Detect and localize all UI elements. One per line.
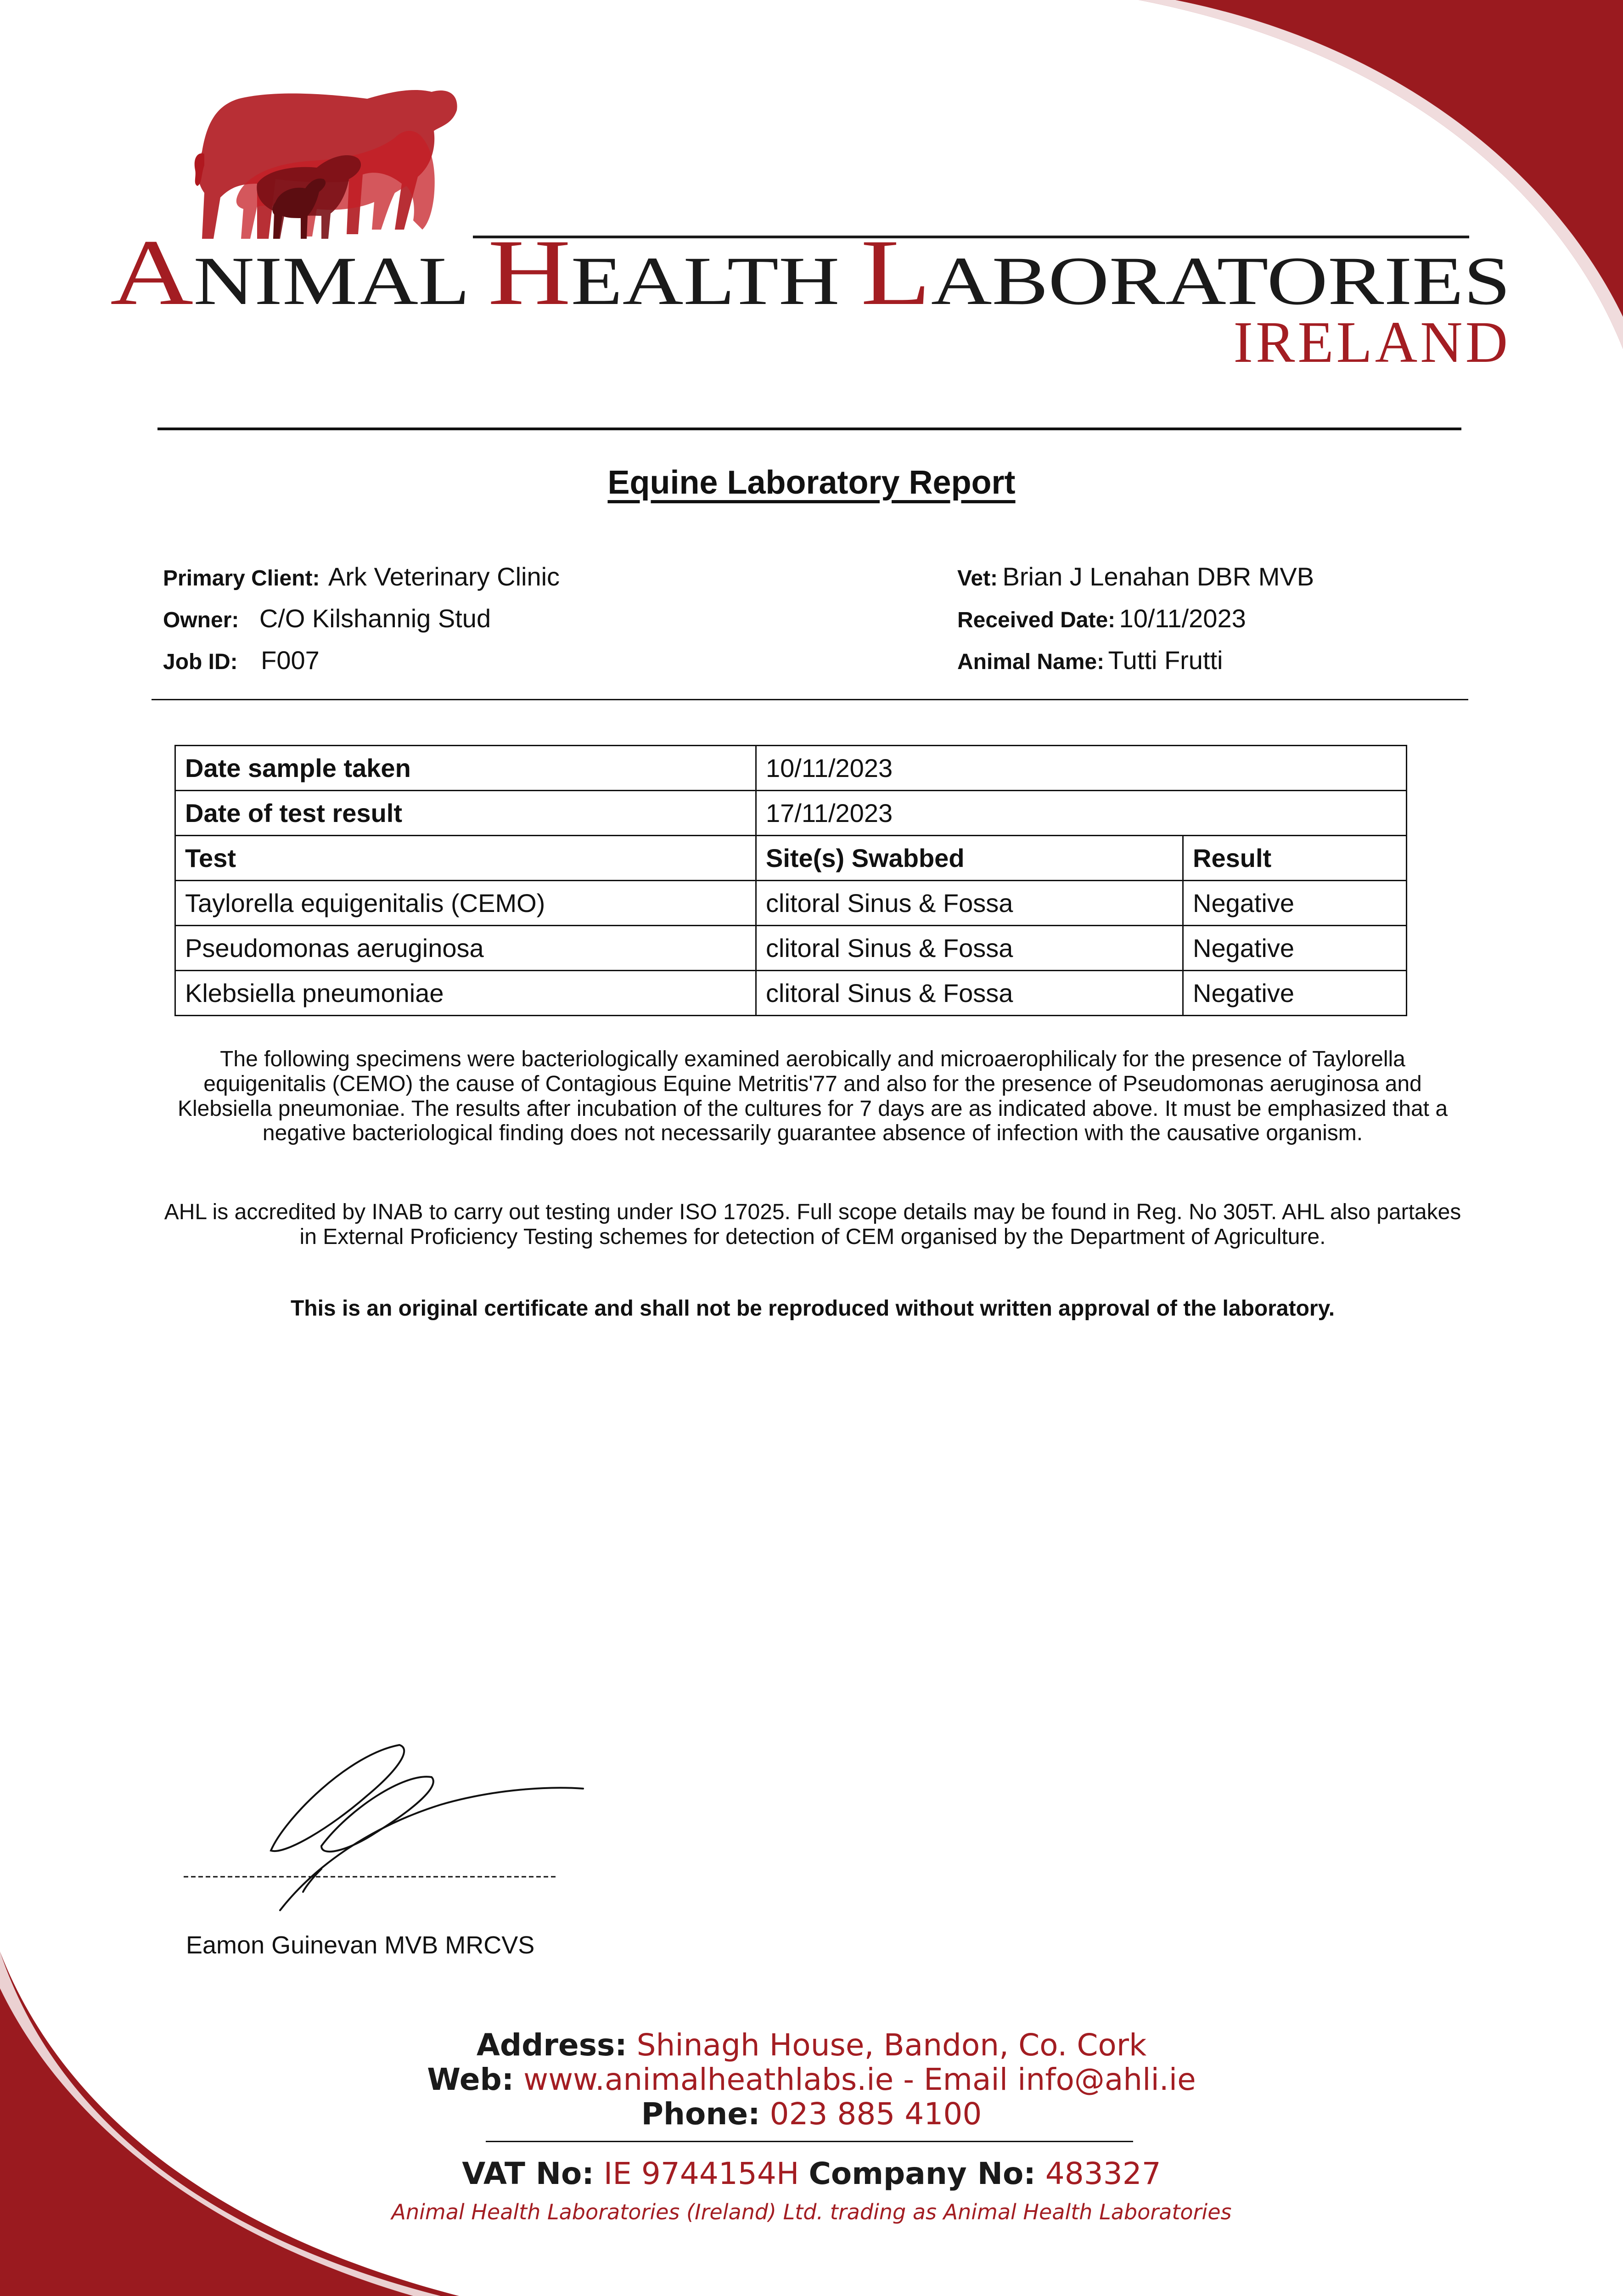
site-swabbed: clitoral Sinus & Fossa	[756, 926, 1183, 971]
site-swabbed: clitoral Sinus & Fossa	[756, 971, 1183, 1016]
date-result-label: Date of test result	[175, 791, 756, 836]
date-sample-row	[175, 746, 1407, 791]
original-certificate-note: This is an original certificate and shall not be reproduced without written approval of the laboratory.	[290, 1296, 1335, 1321]
vat-value: IE 9744154H	[603, 2156, 799, 2191]
brand-cap-a: A	[110, 220, 179, 325]
primary-client-row	[163, 562, 560, 591]
received-date-value: 10/11/2023	[1119, 604, 1246, 633]
primary-client-value: Ark Veterinary Clinic	[328, 562, 560, 591]
date-sample-label: Date sample taken	[175, 746, 756, 791]
report-title: Equine Laboratory Report	[607, 464, 1016, 501]
animals-logo-icon	[195, 90, 457, 239]
company-label: Company No:	[809, 2156, 1036, 2191]
brand-cap-h: H	[488, 220, 556, 325]
results-table	[174, 745, 1407, 1016]
phone-label: Phone:	[641, 2096, 760, 2132]
table-row	[175, 926, 1407, 971]
test-result: Negative	[1183, 881, 1407, 926]
test-name: Pseudomonas aeruginosa	[175, 926, 756, 971]
web-label: Web:	[427, 2062, 514, 2097]
owner-value: C/O Kilshannig Stud	[259, 604, 491, 633]
table-header-row	[175, 836, 1407, 881]
accreditation-note: AHL is accredited by INAB to carry out testing under ISO 17025. Full scope details may be found in Reg. No 305T. AHL also partakes in External Proficiency Testing schemes for detection of CEM organised by the Department of Agriculture.	[164, 1200, 1461, 1249]
header-result: Result	[1183, 836, 1407, 881]
methodology-note: The following specimens were bacteriologically examined aerobically and microaerophilicaly for the presence of Taylorella equigenitalis (CEMO) the cause of Contagious Equine Metritis'77 and also for the presence of Pseudomonas aeruginosa and Klebsiella pneumoniae. The results after incubation of the cultures for 7 days are as indicated above. It must be emphasized that a negative bacteriological finding does not necessarily guarantee absence of infection with the causative organism.	[177, 1047, 1448, 1146]
date-result-value: 17/11/2023	[756, 791, 1407, 836]
address-value: Shinagh House, Bandon, Co. Cork	[636, 2027, 1147, 2063]
brand-rest-1: NIMAL	[193, 243, 434, 319]
owner-row	[163, 603, 491, 633]
trading-name-note: Animal Health Laboratories (Ireland) Ltd. trading as Animal Health Laboratories	[391, 2200, 1232, 2224]
signer-name: Eamon Guinevan MVB MRCVS	[186, 1931, 535, 1959]
footer-address	[0, 2027, 1623, 2063]
test-name: Klebsiella pneumoniae	[175, 971, 756, 1016]
job-id-value: F007	[261, 646, 320, 675]
address-label: Address:	[476, 2027, 627, 2063]
site-swabbed: clitoral Sinus & Fossa	[756, 881, 1183, 926]
test-name: Taylorella equigenitalis (CEMO)	[175, 881, 756, 926]
vat-label: VAT No:	[462, 2156, 594, 2191]
footer-phone	[0, 2096, 1623, 2132]
phone-value: 023 885 4100	[769, 2096, 982, 2132]
test-result: Negative	[1183, 971, 1407, 1016]
primary-client-label: Primary Client:	[163, 566, 320, 591]
header-site: Site(s) Swabbed	[756, 836, 1183, 881]
vet-value: Brian J Lenahan DBR MVB	[1002, 562, 1314, 591]
test-result: Negative	[1183, 926, 1407, 971]
date-result-row	[175, 791, 1407, 836]
date-sample-value: 10/11/2023	[756, 746, 1407, 791]
animal-name-label: Animal Name:	[957, 650, 1105, 674]
table-row	[175, 971, 1407, 1016]
client-info-rule	[152, 699, 1468, 700]
job-id-label: Job ID:	[163, 650, 238, 674]
brand-cap-l: L	[860, 220, 918, 325]
received-date-label: Received Date:	[957, 608, 1116, 632]
vet-row	[957, 562, 1314, 591]
brand-rest-2: EALTH	[571, 243, 808, 319]
received-date-row	[957, 603, 1246, 633]
footer-rule	[486, 2141, 1133, 2142]
vet-label: Vet:	[957, 566, 998, 591]
table-row	[175, 881, 1407, 926]
header-test: Test	[175, 836, 756, 881]
brand-country: IRELAND	[1233, 310, 1511, 375]
header-rule	[157, 428, 1461, 430]
handwritten-signature	[271, 1745, 583, 1910]
company-value: 483327	[1045, 2156, 1161, 2191]
footer-web	[0, 2062, 1623, 2097]
animal-name-row	[957, 645, 1223, 675]
job-id-row	[163, 645, 320, 675]
footer-registration	[0, 2156, 1623, 2191]
owner-label: Owner:	[163, 608, 239, 632]
animal-name-value: Tutti Frutti	[1108, 646, 1223, 675]
brand-rest-3: ABORATORIES	[931, 243, 1404, 319]
web-value: www.animalheathlabs.ie - Email info@ahli.ie	[523, 2062, 1196, 2097]
